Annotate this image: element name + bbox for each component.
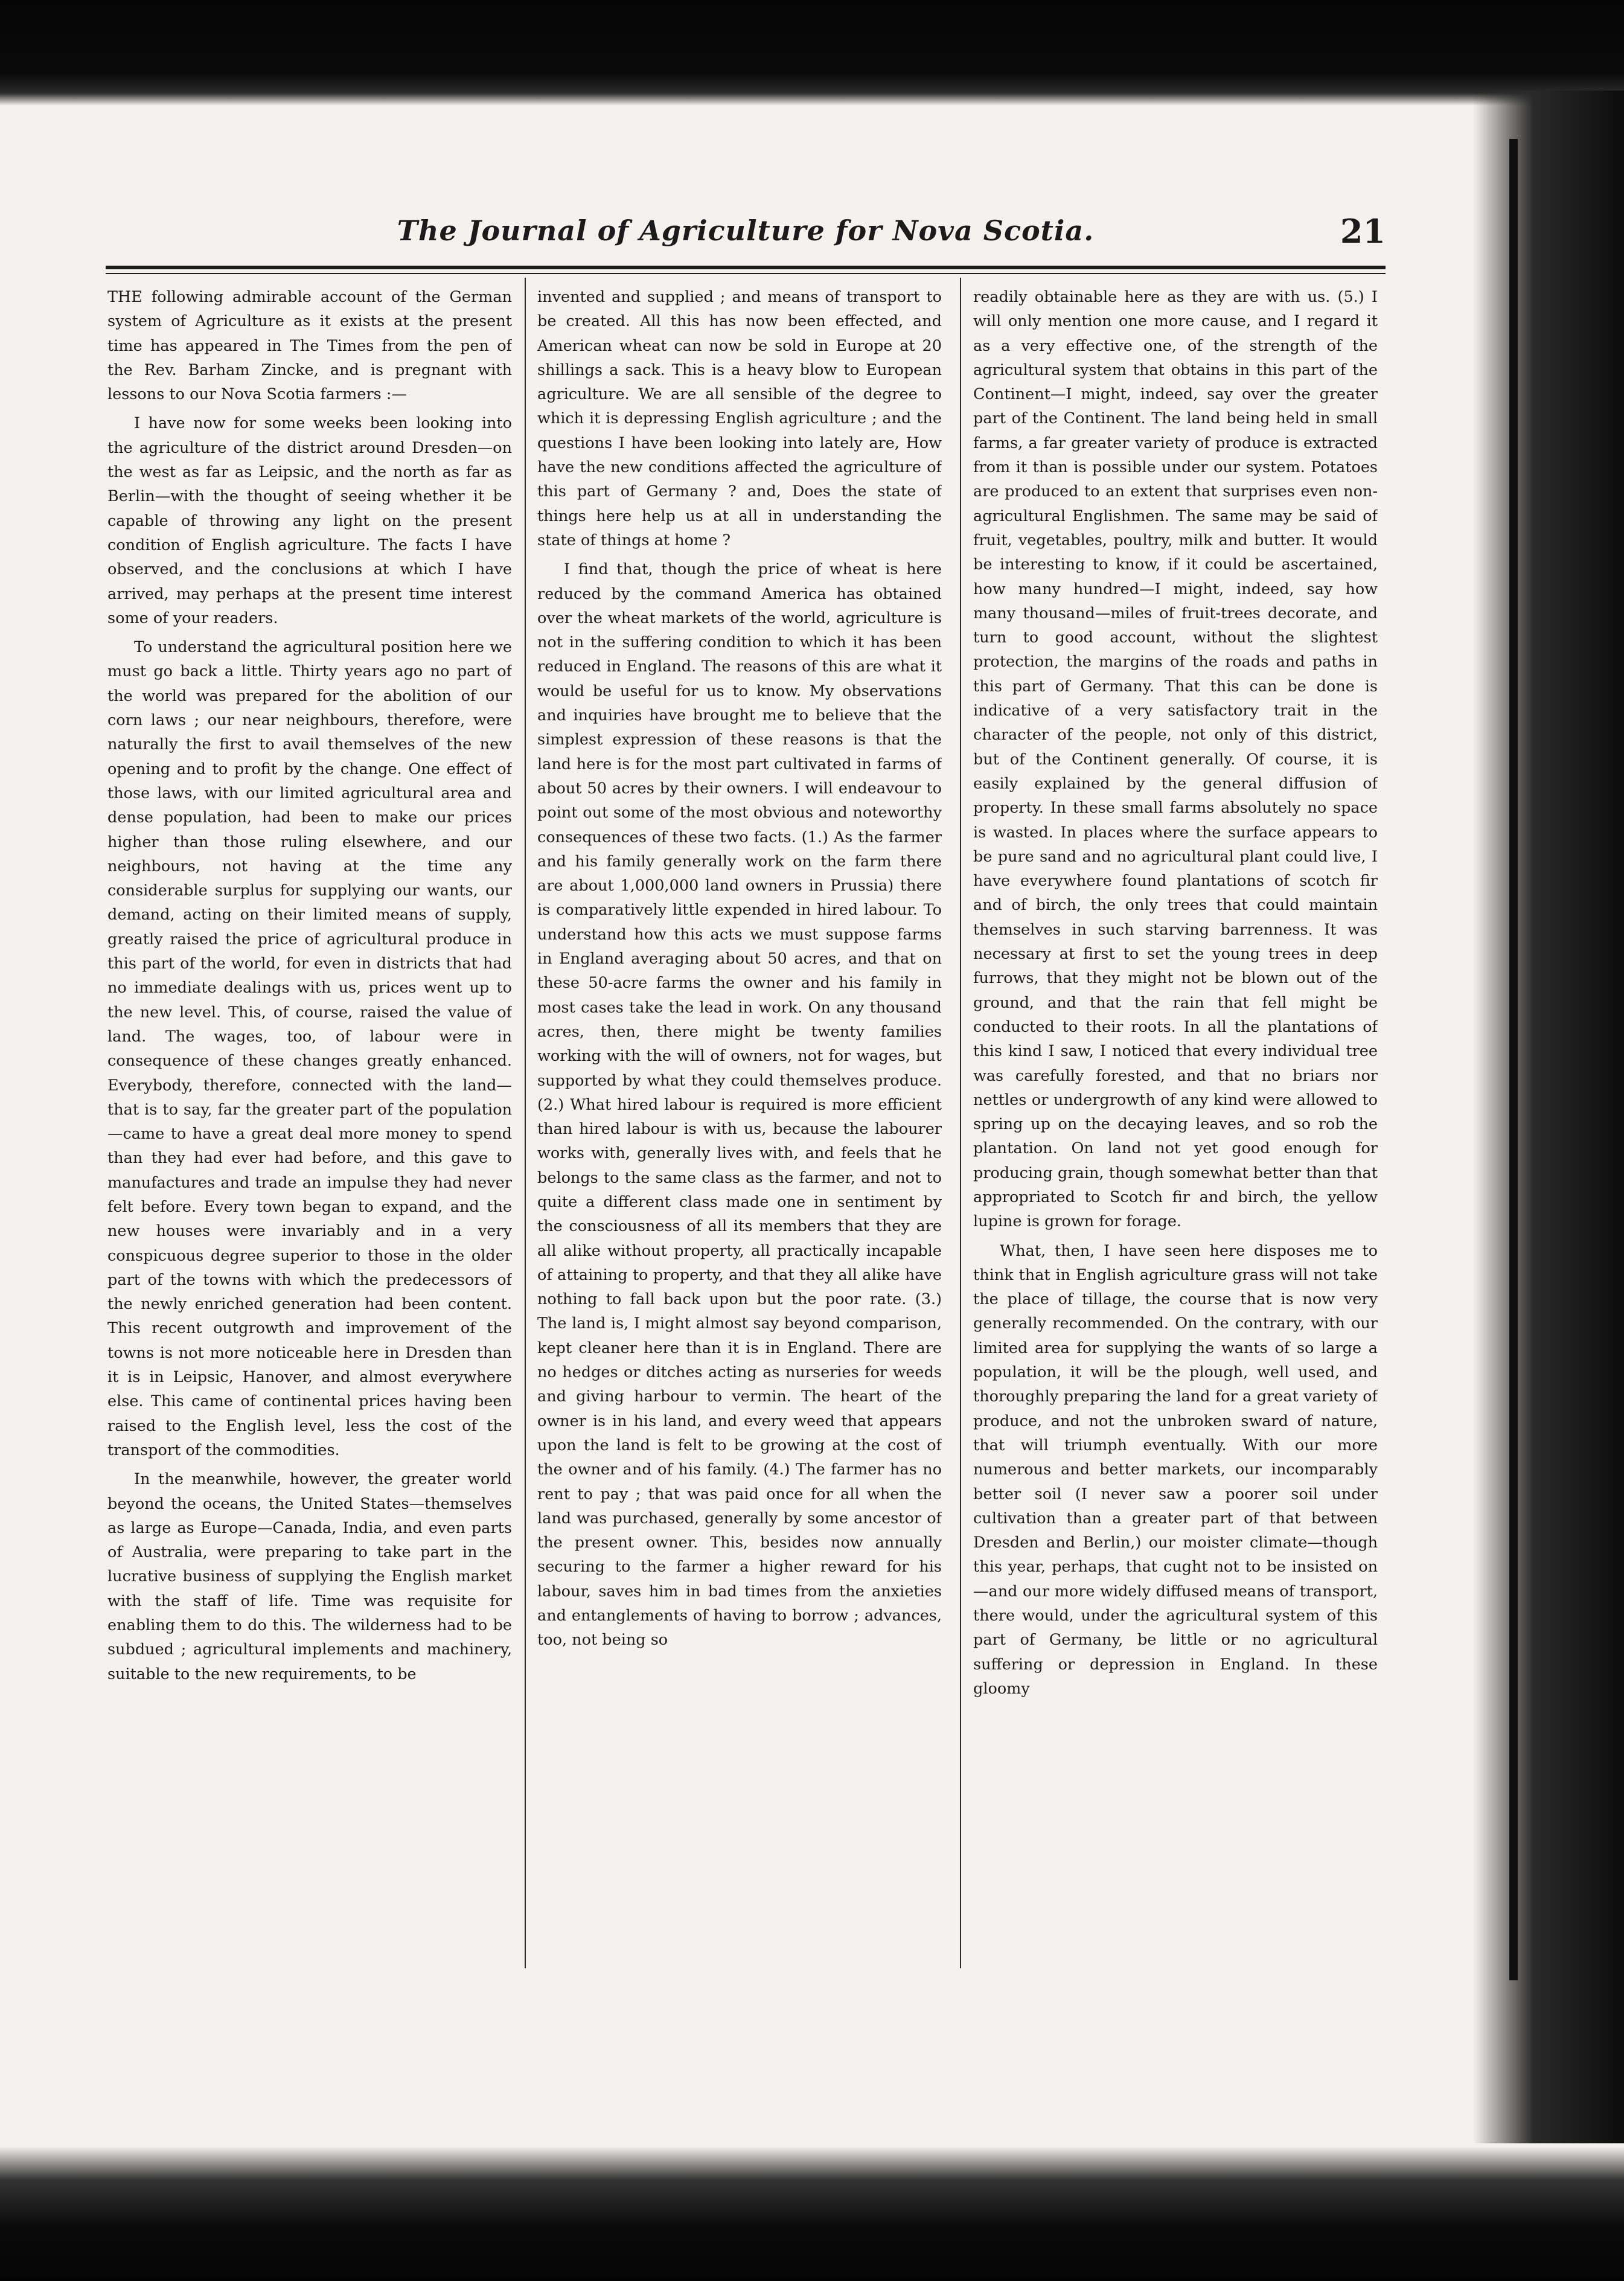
article-column-3 <box>973 285 1378 1975</box>
scan-border-bottom <box>0 2146 1624 2281</box>
article-paragraph-continued: invented and supplied ; and means of transport to be created. All this has now been effected, and American wheat can now be sold in Europe at 20 shillings a sack. This is a heavy blow to European agriculture. We are all sensible of the degree to which it is depressing English agriculture ; and the questions I have been looking into lately are, How have the new conditions affected the agriculture of this part of Germany ? and, Does the state of things here help us at all in understanding the state of things at home ? <box>537 288 942 549</box>
scan-border-right <box>1473 91 1624 2143</box>
article-paragraph: To understand the agricultural position here we must go back a little. Thirty years ago no part of the world was prepared for the abolition of our corn laws ; our near neighbours, therefore, were naturally the first to avail themselves of the new opening and to profit by the change. One effect of those laws, with our limited agricultural area and dense population, had been to make our prices higher than those ruling elsewhere, and our neighbours, not having at the time any considerable surplus for supplying our wants, our demand, acting on their limited means of supply, greatly raised the price of agricultural produce in this part of the world, for even in districts that had no immediate dealings with us, prices went up to the new level. This, of course, raised the value of land. The wages, too, of labour were in consequence of these changes greatly enhanced. Everybody, therefore, connected with the land—that is to say, far the greater part of the population—came to have a great deal more money to spend than they had ever had before, and this gave to manufactures and trade an impulse they had never felt before. Every town began to expand, and the new houses were invariably and in a very conspicuous degree superior to those in the older part of the towns with which the predecessors of the newly enriched generation had been content. This recent outgrowth and improvement of the towns is not more noticeable here in Dresden than it is in Leipsic, Hanover, and almost everywhere else. This came of continental prices having been raised to the English level, less the cost of the transport of the commodities. <box>107 638 512 1459</box>
journal-title: The Journal of Agriculture for Nova Scotia. <box>397 214 1095 247</box>
article-intro-paragraph: THE following admirable account of the German system of Agriculture as it exists at the present time has appeared in The Times from the pen of the Rev. Barham Zincke, and is pregnant with lessons to our Nova Scotia farmers :— <box>107 288 512 404</box>
page-number: 21 <box>1340 212 1386 251</box>
article-paragraph: What, then, I have seen here disposes me to think that in English agriculture grass will not take the place of tillage, the course that is now very generally recommended. On the contrary, with our limited area for supplying the wants of so large a population, it will be the plough, well used, and thoroughly preparing the land for a great variety of produce, and not the unbroken sward of nature, that will triumph eventually. With our more numerous and better markets, our incomparably better soil (I never saw a poorer soil under cultivation than a greater part of that between Dresden and Berlin,) our moister climate—though this year, perhaps, that cught not to be insisted on—and our more widely diffused means of transport, there would, under the agricultural system of this part of Germany, be little or no agricultural suffering or depression in England. In these gloomy <box>973 1241 1378 1698</box>
article-paragraph: In the meanwhile, however, the greater world beyond the oceans, the United States—themselves as large as Europe—Canada, India, and even parts of Australia, were preparing to take part in the lucrative business of supplying the English market with the staff of life. Time was requisite for enabling them to do this. The wilderness had to be subdued ; agricultural implements and machinery, suitable to the new requirements, to be <box>107 1470 512 1683</box>
page-header <box>106 214 1386 269</box>
scan-border-top <box>0 0 1624 106</box>
article-column-1 <box>107 285 512 1975</box>
header-rule-thick <box>106 266 1386 269</box>
article-paragraph: I have now for some weeks been looking into the agriculture of the district around Dresden—on the west as far as Leipsic, and the north as far as Berlin—with the thought of seeing whether it be capable of throwing any light on the present condition of English agriculture. The facts I have observed, and the conclusions at which I have arrived, may perhaps at the present time interest some of your readers. <box>107 414 512 627</box>
header-rule-thin <box>106 273 1386 274</box>
article-paragraph-continued: readily obtainable here as they are with us. (5.) I will only mention one more cause, and I regard it as a very effective one, of the strength of the agricultural system that obtains in this part of the Continent—I might, indeed, say over the greater part of the Continent. The land being held in small farms, a far greater variety of produce is extracted from it than is possible under our system. Potatoes are produced to an extent that surprises even non-agricultural Englishmen. The same may be said of fruit, vegetables, poultry, milk and butter. It would be interesting to know, if it could be ascertained, how many hundred—I might, indeed, say how many thousand—miles of fruit-trees decorate, and turn to good account, without the slightest protection, the margins of the roads and paths in this part of Germany. That this can be done is indicative of a very satisfactory trait in the character of the people, not only of this district, but of the Continent generally. Of course, it is easily explained by the general diffusion of property. In these small farms absolutely no space is wasted. In places where the surface appears to be pure sand and no agricultural plant could live, I have everywhere found plantations of scotch fir and of birch, the only trees that could maintain themselves in such starving barrenness. It was necessary at first to set the young trees in deep furrows, that they might not be blown out of the ground, and that the rain that fell might be conducted to their roots. In all the plantations of this kind I saw, I noticed that every individual tree was carefully forested, and that no briars nor nettles or undergrowth of any kind were allowed to spring up on the decaying leaves, and so rob the plantation. On land not yet good enough for producing grain, though somewhat better than that appropriated to Scotch fir and birch, the yellow lupine is grown for forage. <box>973 288 1378 1231</box>
article-column-2 <box>537 285 942 1975</box>
column-divider-2 <box>960 278 961 1968</box>
page-edge-line <box>1509 139 1518 1980</box>
article-paragraph: I find that, though the price of wheat is here reduced by the command America has obtained over the wheat markets of the world, agriculture is not in the suffering condition to which it has been reduced in England. The reasons of this are what it would be useful for us to know. My observations and inquiries have brought me to believe that the simplest expression of these reasons is that the land here is for the most part cultivated in farms of about 50 acres by their owners. I will endeavour to point out some of the most obvious and noteworthy consequences of these two facts. (1.) As the farmer and his family generally work on the farm there are about 1,000,000 land owners in Prussia) there is comparatively little expended in hired labour. To understand how this acts we must suppose farms in England averaging about 50 acres, and that on these 50-acre farms the owner and his family in most cases take the lead in work. On any thousand acres, then, there might be twenty families working with the will of owners, not for wages, but supported by what they could themselves produce. (2.) What hired labour is required is more efficient than hired labour is with us, because the labourer works with, generally lives with, and feels that he belongs to the same class as the farmer, and not to quite a different class made one in sentiment by the consciousness of all its members that they are all alike without property, all practically incapable of attaining to property, and that they all alike have nothing to fall back upon but the poor rate. (3.) The land is, I might almost say beyond comparison, kept cleaner here than it is in England. There are no hedges or ditches acting as nurseries for weeds and giving harbour to vermin. The heart of the owner is in his land, and every weed that appears upon the land is felt to be growing at the cost of the owner and of his family. (4.) The farmer has no rent to pay ; that was paid once for all when the land was purchased, generally by some ancestor of the present owner. This, besides now annually securing to the farmer a higher reward for his labour, saves him in bad times from the anxieties and entanglements of having to borrow ; advances, too, not being so <box>537 560 942 1649</box>
column-divider-1 <box>525 278 526 1968</box>
